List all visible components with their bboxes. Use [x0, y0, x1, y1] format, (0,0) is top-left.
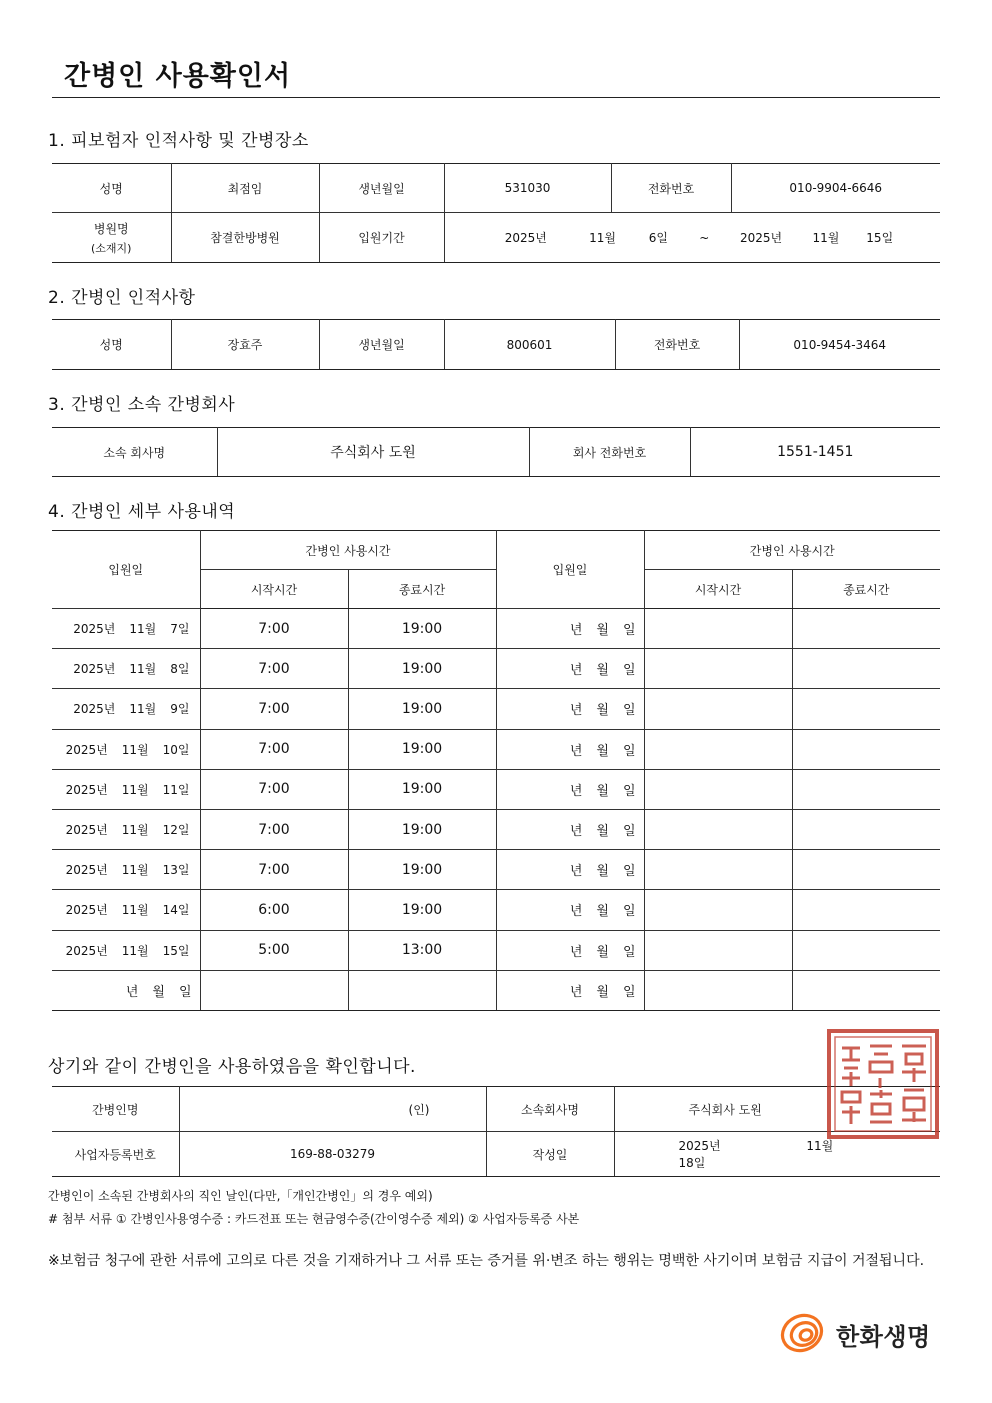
written-date-label: 작성일 [486, 1132, 614, 1177]
insured-name-value: 최점임 [171, 164, 319, 213]
usage-date-day: 7일 [170, 622, 190, 637]
note-seal: 간병인이 소속된 간병회사의 직인 날인(다만,「개인간병인」의 경우 예외) [48, 1189, 433, 1203]
biz-no-value: 169-88-03279 [179, 1132, 486, 1177]
period-end-month: 11월 [812, 231, 840, 245]
usage-time-header-left: 간병인 사용시간 [200, 531, 496, 570]
usage-start-time-left: 7:00 [200, 649, 348, 689]
usage-end-time-left: 19:00 [348, 649, 496, 689]
usage-date-right-blank [496, 769, 644, 809]
seal-lettering: 주식회사도원 [880, 1088, 886, 1089]
usage-start-time-left: 7:00 [200, 809, 348, 849]
usage-date-day: 13일 [162, 863, 190, 878]
period-end-day: 15일 [866, 231, 894, 245]
usage-row [52, 850, 940, 890]
usage-row [52, 930, 940, 970]
insured-name-label: 성명 [52, 164, 171, 213]
usage-date-left [52, 769, 200, 809]
usage-end-time-right [792, 609, 940, 649]
usage-start-time-left: 6:00 [200, 890, 348, 930]
section4-heading: 4. 간병인 세부 사용내역 [48, 502, 236, 522]
period-start-month: 11월 [589, 231, 617, 245]
usage-date-right-blank [496, 729, 644, 769]
caregiver-birth-label: 생년월일 [319, 320, 444, 370]
fraud-warning: ※보험금 청구에 관한 서류에 고의로 다른 것을 기재하거나 그 서류 또는 증거를 위·변조 하는 행위는 명백한 사기이며 보험금 지급이 거절됩니다. [48, 1253, 925, 1269]
usage-end-time-left: 19:00 [348, 809, 496, 849]
blank-date-day: 일 [622, 944, 636, 960]
usage-start-time-right [644, 809, 792, 849]
section3-heading: 3. 간병인 소속 간병회사 [48, 395, 236, 415]
caregiver-sign-cell [179, 1087, 486, 1132]
period-label: 입원기간 [319, 213, 444, 263]
usage-row [52, 970, 940, 1010]
usage-start-time-right [644, 649, 792, 689]
period-end-year: 2025년 [740, 231, 783, 245]
usage-end-time-left: 19:00 [348, 609, 496, 649]
usage-date-year: 2025년 [65, 863, 108, 878]
caregiver-birth-value: 800601 [444, 320, 615, 370]
usage-end-time-right [792, 890, 940, 930]
caregiver-sign-label: 간병인명 [52, 1087, 179, 1132]
usage-row [52, 649, 940, 689]
start-time-header-right: 시작시간 [644, 570, 792, 609]
written-date-day: 18일 [678, 1156, 706, 1170]
usage-date-left [52, 609, 200, 649]
hospital-sub-label: (소재지) [91, 241, 132, 255]
usage-end-time-left [348, 970, 496, 1010]
usage-end-time-right [792, 930, 940, 970]
usage-row [52, 609, 940, 649]
blank-date-day: 일 [622, 703, 636, 719]
company-name-value: 주식회사 도원 [217, 428, 529, 477]
hospital-label: 병원명 [93, 221, 129, 236]
usage-end-time-right [792, 689, 940, 729]
insured-birth-value: 531030 [444, 164, 611, 213]
usage-date-day: 10일 [162, 742, 190, 757]
usage-date-month: 11월 [129, 622, 157, 637]
blank-date-year: 년 [569, 824, 583, 840]
blank-date-year: 년 [569, 703, 583, 719]
usage-end-time-right [792, 809, 940, 849]
company-seal-stamp [826, 1028, 940, 1140]
blank-date-day: 일 [622, 663, 636, 679]
hospital-label-cell [52, 213, 171, 263]
blank-date-year: 년 [569, 864, 583, 880]
caregiver-name-label: 성명 [52, 320, 171, 370]
usage-start-time-right [644, 930, 792, 970]
usage-date-month: 11월 [129, 662, 157, 677]
usage-start-time-right [644, 970, 792, 1010]
blank-date-month: 월 [596, 864, 609, 880]
usage-time-header-right: 간병인 사용시간 [644, 531, 940, 570]
usage-date-left [52, 890, 200, 930]
company-info-table [52, 427, 940, 477]
company-phone-label: 회사 전화번호 [529, 428, 690, 477]
usage-date-right-blank [496, 850, 644, 890]
usage-start-time-left: 7:00 [200, 769, 348, 809]
biz-no-label: 사업자등록번호 [52, 1132, 179, 1177]
title-divider [52, 97, 940, 98]
start-time-header-left: 시작시간 [200, 570, 348, 609]
blank-date-month: 월 [596, 623, 609, 639]
insured-birth-label: 생년월일 [319, 164, 444, 213]
blank-date-month: 월 [152, 984, 165, 1000]
usage-date-month: 11월 [121, 823, 149, 838]
insured-phone-value: 010-9904-6646 [731, 164, 940, 213]
blank-date-day: 일 [622, 783, 636, 799]
blank-date-month: 월 [596, 783, 609, 799]
usage-date-right-blank [496, 649, 644, 689]
usage-row [52, 769, 940, 809]
written-date-month: 11월 [806, 1139, 834, 1153]
blank-date-month: 월 [596, 663, 609, 679]
usage-start-time-left: 7:00 [200, 609, 348, 649]
usage-start-time-left: 5:00 [200, 930, 348, 970]
usage-start-time-right [644, 769, 792, 809]
logo-text: 한화생명 [836, 1323, 931, 1351]
section1-heading: 1. 피보험자 인적사항 및 간병장소 [48, 131, 309, 151]
usage-date-right-blank [496, 809, 644, 849]
blank-date-year: 년 [125, 984, 139, 1000]
usage-date-day: 9일 [170, 702, 190, 717]
period-start-day: 6일 [648, 231, 669, 245]
period-tilde: ~ [699, 231, 710, 245]
insured-phone-label: 전화번호 [611, 164, 731, 213]
confirm-company-value: 주식회사 도원 [614, 1087, 940, 1132]
usage-detail-table [52, 530, 940, 1011]
blank-date-day: 일 [622, 904, 636, 920]
usage-date-month: 11월 [121, 863, 149, 878]
usage-end-time-right [792, 729, 940, 769]
seal-mark: (인) [408, 1102, 430, 1117]
usage-end-time-left: 19:00 [348, 890, 496, 930]
blank-date-month: 월 [596, 824, 609, 840]
blank-date-month: 월 [596, 904, 609, 920]
confirm-company-label: 소속회사명 [486, 1087, 614, 1132]
usage-end-time-left: 19:00 [348, 729, 496, 769]
blank-date-year: 년 [569, 743, 583, 759]
end-time-header-right: 종료시간 [792, 570, 940, 609]
blank-date-day: 일 [178, 984, 192, 1000]
caregiver-name-value: 장효주 [171, 320, 319, 370]
usage-date-day: 14일 [162, 903, 190, 918]
blank-date-day: 일 [622, 743, 636, 759]
usage-date-right-blank [496, 970, 644, 1010]
usage-date-year: 2025년 [73, 702, 116, 717]
usage-date-day: 12일 [162, 823, 190, 838]
usage-date-year: 2025년 [65, 823, 108, 838]
usage-date-month: 11월 [121, 943, 149, 958]
company-name-label: 소속 회사명 [52, 428, 217, 477]
hospital-value: 참결한방병원 [171, 213, 319, 263]
usage-date-left-blank [52, 970, 200, 1010]
usage-row [52, 729, 940, 769]
admission-period [444, 213, 940, 263]
usage-end-time-right [792, 850, 940, 890]
usage-date-left [52, 689, 200, 729]
usage-row [52, 689, 940, 729]
blank-date-month: 월 [596, 984, 609, 1000]
usage-date-day: 8일 [170, 662, 190, 677]
usage-date-day: 15일 [162, 943, 190, 958]
blank-date-year: 년 [569, 984, 583, 1000]
blank-date-day: 일 [622, 864, 636, 880]
blank-date-year: 년 [569, 783, 583, 799]
usage-date-day: 11일 [162, 782, 190, 797]
usage-start-time-right [644, 850, 792, 890]
usage-date-left [52, 930, 200, 970]
blank-date-day: 일 [622, 984, 636, 1000]
admit-date-header-left: 입원일 [52, 531, 200, 609]
blank-date-day: 일 [622, 623, 636, 639]
usage-date-month: 11월 [121, 782, 149, 797]
company-phone-value: 1551-1451 [690, 428, 940, 477]
usage-date-left [52, 649, 200, 689]
period-start-year: 2025년 [504, 231, 547, 245]
insured-info-table [52, 163, 940, 263]
usage-end-time-left: 19:00 [348, 850, 496, 890]
usage-date-month: 11월 [129, 702, 157, 717]
blank-date-year: 년 [569, 904, 583, 920]
usage-row [52, 890, 940, 930]
usage-date-right-blank [496, 689, 644, 729]
usage-date-left [52, 850, 200, 890]
usage-start-time-left [200, 970, 348, 1010]
end-time-header-left: 종료시간 [348, 570, 496, 609]
usage-end-time-left: 13:00 [348, 930, 496, 970]
usage-date-year: 2025년 [73, 662, 116, 677]
usage-date-month: 11월 [121, 742, 149, 757]
usage-date-month: 11월 [121, 903, 149, 918]
usage-date-year: 2025년 [73, 622, 116, 637]
blank-date-year: 년 [569, 944, 583, 960]
usage-date-left [52, 729, 200, 769]
usage-end-time-right [792, 769, 940, 809]
usage-start-time-right [644, 729, 792, 769]
blank-date-day: 일 [622, 824, 636, 840]
caregiver-phone-value: 010-9454-3464 [739, 320, 940, 370]
usage-date-year: 2025년 [65, 943, 108, 958]
confirmation-table [52, 1086, 940, 1177]
usage-date-right-blank [496, 930, 644, 970]
written-date-year: 2025년 [678, 1139, 721, 1153]
caregiver-info-table [52, 319, 940, 370]
blank-date-month: 월 [596, 703, 609, 719]
usage-row [52, 809, 940, 849]
usage-date-year: 2025년 [65, 782, 108, 797]
blank-date-month: 월 [596, 944, 609, 960]
caregiver-phone-label: 전화번호 [615, 320, 739, 370]
usage-start-time-left: 7:00 [200, 729, 348, 769]
usage-start-time-left: 7:00 [200, 850, 348, 890]
usage-end-time-right [792, 970, 940, 1010]
usage-date-year: 2025년 [65, 742, 108, 757]
document-title: 간병인 사용확인서 [64, 61, 292, 92]
usage-end-time-left: 19:00 [348, 689, 496, 729]
usage-start-time-right [644, 689, 792, 729]
usage-end-time-left: 19:00 [348, 769, 496, 809]
usage-date-right-blank [496, 890, 644, 930]
blank-date-year: 년 [569, 663, 583, 679]
usage-date-right-blank [496, 609, 644, 649]
blank-date-month: 월 [596, 743, 609, 759]
usage-end-time-right [792, 649, 940, 689]
section2-heading: 2. 간병인 인적사항 [48, 288, 196, 308]
admit-date-header-right: 입원일 [496, 531, 644, 609]
usage-date-left [52, 809, 200, 849]
usage-date-year: 2025년 [65, 903, 108, 918]
confirmation-statement: 상기와 같이 간병인을 사용하였음을 확인합니다. [48, 1057, 416, 1077]
usage-start-time-right [644, 609, 792, 649]
usage-start-time-right [644, 890, 792, 930]
note-attachments: # 첨부 서류 ① 간병인사용영수증 : 카드전표 또는 현금영수증(간이영수증 제외) ② 사업자등록증 사본 [48, 1212, 580, 1226]
usage-start-time-left: 7:00 [200, 689, 348, 729]
blank-date-year: 년 [569, 623, 583, 639]
